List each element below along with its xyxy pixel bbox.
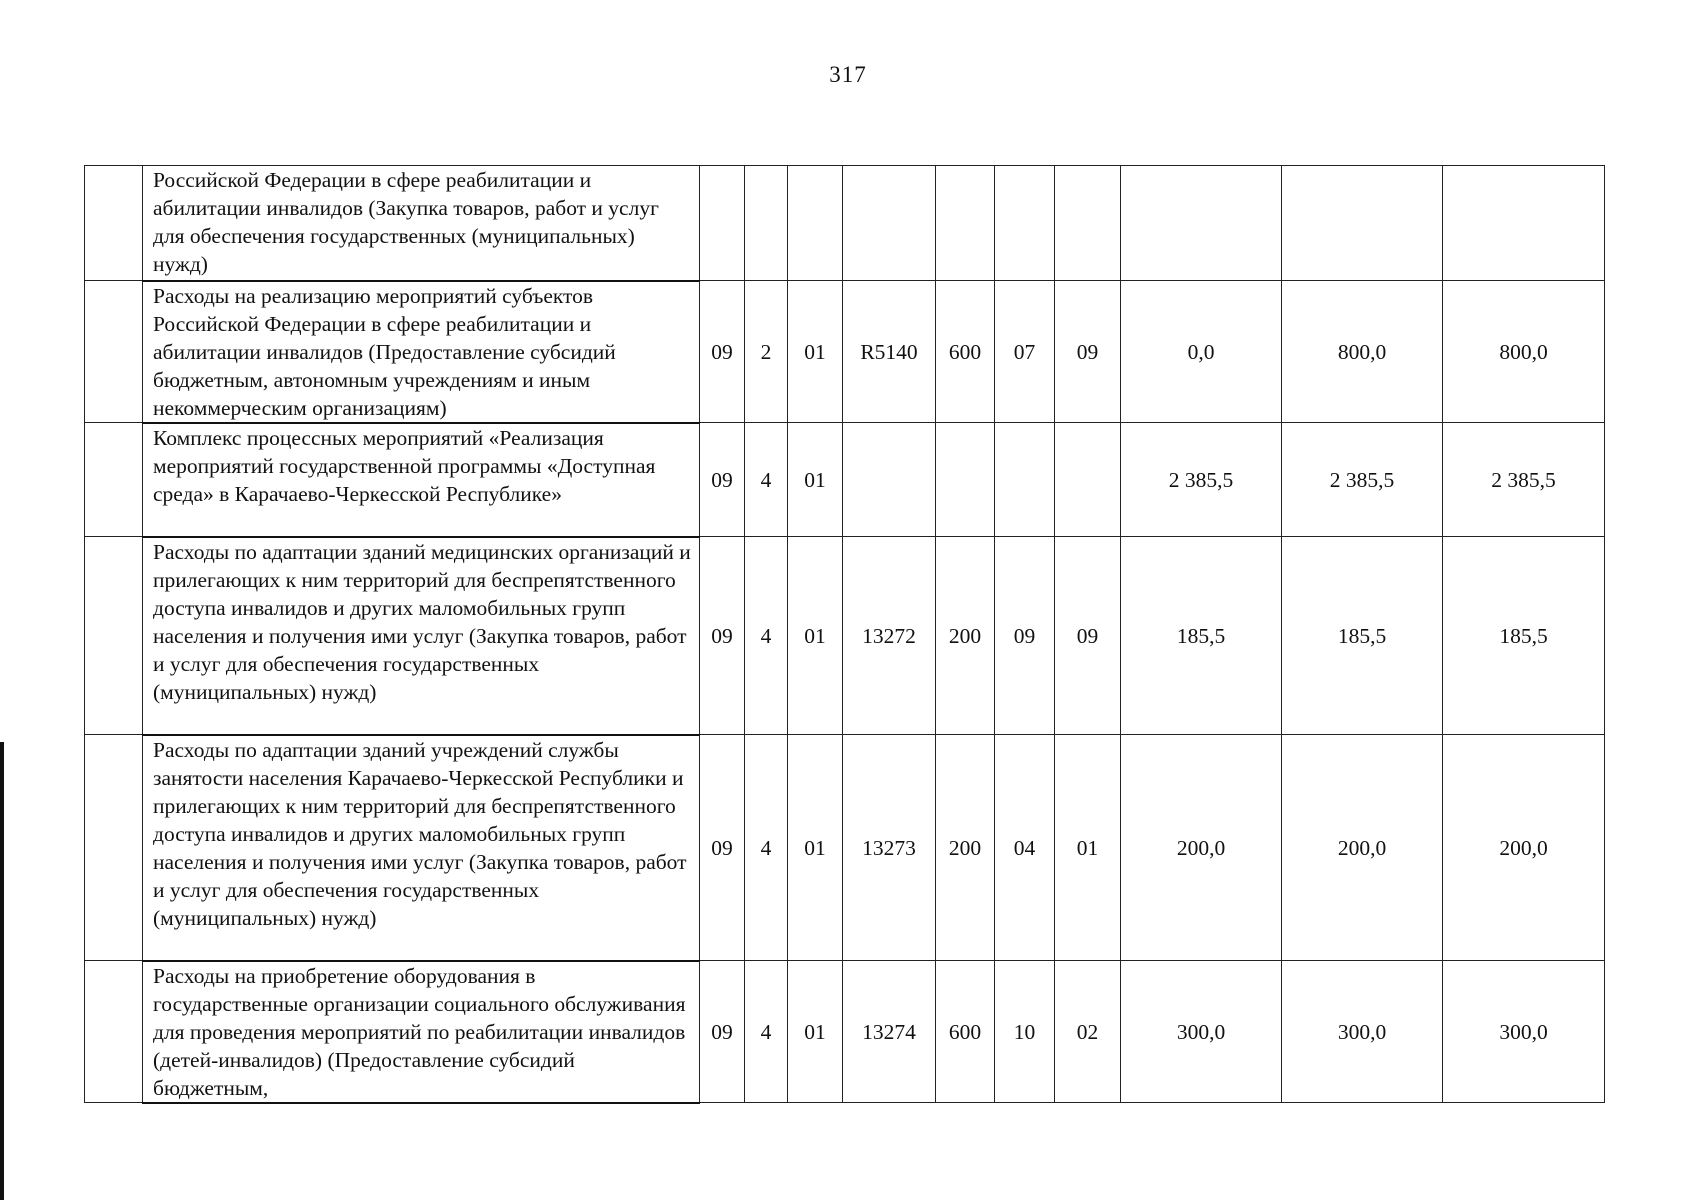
table-row (85, 281, 1605, 423)
table-row (85, 961, 1605, 1103)
code-cell: 09 (995, 537, 1055, 735)
code-cell: 09 (1055, 281, 1121, 423)
amount-cell: 185,5 (1282, 537, 1443, 735)
code-cell: 09 (700, 537, 745, 735)
amount-cell: 800,0 (1443, 281, 1605, 423)
code-cell (995, 166, 1055, 281)
page-number: 317 (829, 62, 867, 87)
table-row (85, 166, 1605, 281)
code-cell: 09 (700, 281, 745, 423)
row-description: Комплекс процессных мероприятий «Реализация мероприятий государственной программы «Доступная среда» в Карачаево-Черкесской Республике» (143, 423, 700, 537)
budget-table (84, 165, 1605, 1104)
row-description: Расходы на реализацию мероприятий субъектов Российской Федерации в сфере реабилитации и абилитации инвалидов (Предоставление субсидий бюджетным, автономным учреждениям и иным некоммерческим организациям) (143, 281, 700, 423)
code-cell: 10 (995, 961, 1055, 1103)
row-index-cell (85, 735, 143, 961)
row-index-cell (85, 281, 143, 423)
row-index-cell (85, 537, 143, 735)
code-cell (700, 166, 745, 281)
code-cell: 4 (745, 537, 788, 735)
code-cell: 4 (745, 735, 788, 961)
code-cell (1055, 423, 1121, 537)
code-cell (843, 166, 936, 281)
row-description: Расходы по адаптации зданий учреждений службы занятости населения Карачаево-Черкесской Республики и прилегающих к ним территорий для беспрепятственного доступа инвалидов и других маломобильных групп населения и получения ими услуг (Закупка товаров, работ и услуг для обеспечения государственных (муниципальных) нужд) (143, 735, 700, 961)
amount-cell: 300,0 (1282, 961, 1443, 1103)
amount-cell: 2 385,5 (1121, 423, 1282, 537)
amount-cell (1282, 166, 1443, 281)
code-cell: 600 (936, 961, 995, 1103)
code-cell: R5140 (843, 281, 936, 423)
amount-cell: 800,0 (1282, 281, 1443, 423)
code-cell (936, 166, 995, 281)
row-description: Расходы по адаптации зданий медицинских организаций и прилегающих к ним территорий для беспрепятственного доступа инвалидов и других маломобильных групп населения и получения ими услуг (Закупка товаров, работ и услуг для обеспечения государственных (муниципальных) нужд) (143, 537, 700, 735)
code-cell: 01 (1055, 735, 1121, 961)
amount-cell: 2 385,5 (1282, 423, 1443, 537)
amount-cell: 300,0 (1121, 961, 1282, 1103)
code-cell: 01 (788, 423, 843, 537)
row-description: Российской Федерации в сфере реабилитации и абилитации инвалидов (Закупка товаров, работ и услуг для обеспечения государственных (муниципальных) нужд) (143, 166, 700, 281)
table-row (85, 423, 1605, 537)
code-cell: 4 (745, 423, 788, 537)
code-cell (1055, 166, 1121, 281)
code-cell: 13273 (843, 735, 936, 961)
code-cell: 09 (700, 961, 745, 1103)
code-cell: 600 (936, 281, 995, 423)
table-row (85, 735, 1605, 961)
amount-cell (1121, 166, 1282, 281)
amount-cell: 200,0 (1282, 735, 1443, 961)
row-index-cell (85, 961, 143, 1103)
code-cell (843, 423, 936, 537)
code-cell: 01 (788, 735, 843, 961)
code-cell: 04 (995, 735, 1055, 961)
code-cell: 01 (788, 537, 843, 735)
code-cell: 07 (995, 281, 1055, 423)
amount-cell: 300,0 (1443, 961, 1605, 1103)
scan-edge-bar (0, 742, 4, 1200)
amount-cell: 2 385,5 (1443, 423, 1605, 537)
code-cell: 4 (745, 961, 788, 1103)
code-cell: 13272 (843, 537, 936, 735)
amount-cell: 185,5 (1121, 537, 1282, 735)
code-cell: 09 (700, 735, 745, 961)
code-cell (936, 423, 995, 537)
amount-cell: 200,0 (1443, 735, 1605, 961)
code-cell: 200 (936, 537, 995, 735)
code-cell (788, 166, 843, 281)
code-cell (745, 166, 788, 281)
row-index-cell (85, 423, 143, 537)
amount-cell: 185,5 (1443, 537, 1605, 735)
code-cell: 01 (788, 961, 843, 1103)
code-cell: 01 (788, 281, 843, 423)
row-index-cell (85, 166, 143, 281)
code-cell: 09 (1055, 537, 1121, 735)
code-cell: 200 (936, 735, 995, 961)
table-row (85, 537, 1605, 735)
code-cell: 2 (745, 281, 788, 423)
amount-cell: 200,0 (1121, 735, 1282, 961)
code-cell (995, 423, 1055, 537)
code-cell: 13274 (843, 961, 936, 1103)
amount-cell (1443, 166, 1605, 281)
amount-cell: 0,0 (1121, 281, 1282, 423)
code-cell: 02 (1055, 961, 1121, 1103)
code-cell: 09 (700, 423, 745, 537)
row-description: Расходы на приобретение оборудования в государственные организации социального обслуживания для проведения мероприятий по реабилитации инвалидов (детей-инвалидов) (Предоставление субсидий бюджетным, (143, 961, 700, 1103)
